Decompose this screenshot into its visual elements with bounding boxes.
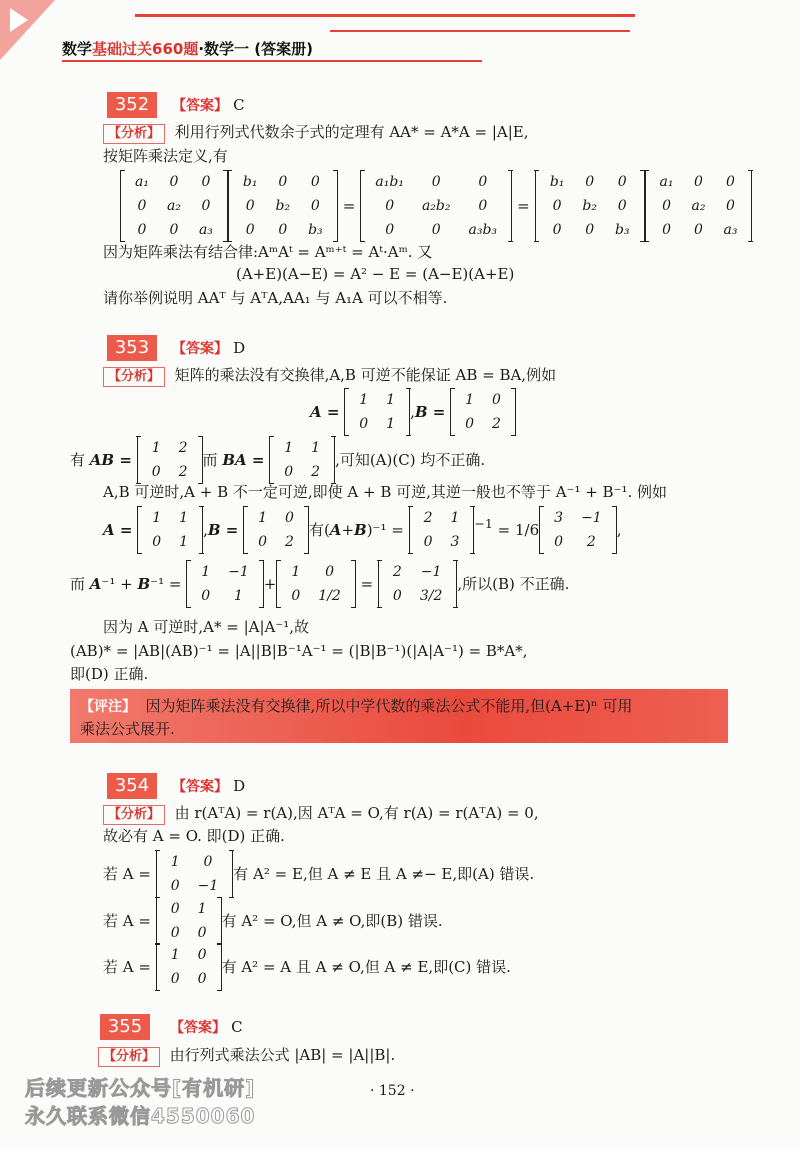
matrix-cell: a₂b₂ [421,198,451,214]
analysis-352-line1 [103,122,529,144]
question-number-354: 354 [107,773,157,799]
matrix-cell: 0 [465,416,475,432]
matrix-cell: 1/2 [318,588,341,604]
matrix-cell: 0 [258,534,268,550]
analysis-354-line1 [103,803,539,825]
answer-353 [172,338,245,358]
matrix-cell: 1 [386,392,396,408]
matrix-cell: 1 [151,440,161,456]
matrix-cell: 0 [385,222,395,238]
matrix-cell: 1 [234,588,243,604]
matrix-cell: 2 [392,564,402,580]
matrix-cell: b₂ [275,198,291,214]
matrix-cell: 1 [359,392,369,408]
matrix-cell: b₁ [549,174,565,190]
matrix-cell: 0 [585,174,595,190]
analysis-text: 矩阵的乘法没有交换律,A,B 可逆不能保证 AB = BA,例如 [174,366,557,384]
example-sum-inverse: 而 A⁻¹ + B⁻¹ = 1 −1 0 1 + 1 0 0 1/2 = 2 −1 0 3/2 ,所以(B) 不正确. [70,560,569,608]
analysis-352-line5: 请你举例说明 AAᵀ 与 AᵀA,AA₁ 与 A₁A 可以不相等. [103,289,448,307]
analysis-352-formula: (A+E)(A−E) = A² − E = (A−E)(A+E) [236,265,515,283]
answer-tag: 【答案】 [172,341,228,357]
counterexample-C: 若 A = 1 0 0 0 有 A² = A 且 A ≠ O,但 A ≠ E,即(C) 错误. [103,943,511,991]
matrix-cell: 0 [201,198,211,214]
matrix-b2 [535,170,645,242]
example-AB-def: A = 1 1 0 1 ,B = 1 0 0 2 [310,388,516,436]
matrix-cell: 0 [291,588,301,604]
matrix-cell: b₃ [308,222,323,238]
matrix-equation-352: a₁ 0 0 0 a₂ 0 0 0 a₃ b₁ 0 0 0 b₂ 0 0 0 b₃ = a₁b₁ 0 0 0 a₂b₂ 0 0 0 a₃b₃ = b₁ 0 0 0 b₂ 0 0 0 b₃ a₁ 0 0 0 a₂ 0 0 0 a₃ [120,170,752,242]
matrix-cell: 1 [291,564,301,580]
matrix-cell: 1 [201,564,211,580]
counterexample-B: 若 A = 0 1 0 0 有 A² = O,但 A ≠ O,即(B) 错误. [103,897,443,945]
analysis-354-line2: 故必有 A = O. 即(D) 正确. [103,827,285,845]
answer-352 [172,95,245,115]
matrix-cell: 0 [151,464,161,480]
comment-text-1: 因为矩阵乘法没有交换律,所以中学代数的乘法公式不能用,但(A+E)ⁿ 可用 [145,697,633,715]
matrix-ab [360,170,512,242]
matrix-cell: 1 [170,947,180,963]
question-number-355: 355 [100,1014,150,1040]
matrix-cell: 0 [285,510,294,526]
header-top-line [135,14,635,17]
matrix-cell: 0 [617,198,627,214]
matrix-cell: 2 [586,534,596,550]
analysis-text: 由 r(AᵀA) = r(A),因 AᵀA = O,有 r(A) = r(AᵀA) = 0, [174,804,539,822]
matrix-cell: 0 [170,878,180,894]
matrix-cell: 0 [726,198,735,214]
analysis-tag: 【分析】 [103,367,165,387]
matrix-cell: a₃b₃ [468,222,498,238]
header-volume: (答案册) [254,40,313,58]
matrix-cell: b₃ [614,222,630,238]
matrix-cell: 0 [137,198,147,214]
header-underline [62,60,482,62]
matrix-cell: −1 [420,564,442,580]
counterexample-A: 若 A = 1 0 0 −1 有 A² = E,但 A ≠ E 且 A ≠− E,即(A) 错误. [103,850,534,898]
matrix-cell: 0 [278,222,288,238]
matrix-cell: 0 [385,198,395,214]
page-header-title [62,38,313,59]
analysis-tag: 【分析】 [103,124,165,144]
matrix-cell: −1 [581,510,602,526]
analysis-353-line6: (AB)* = |AB|(AB)⁻¹ = |A||B|B⁻¹A⁻¹ = (|B|B⁻¹)(|A|A⁻¹) = B*A*, [70,642,528,660]
analysis-353-line1 [103,365,556,387]
matrix-cell: 0 [694,174,703,190]
comment-tag: 【评注】 [80,699,136,715]
matrix-cell: 0 [478,198,488,214]
analysis-353-line3: A,B 可逆时,A + B 不一定可逆,即使 A + B 可逆,其逆一般也不等于 A⁻¹ + B⁻¹. 例如 [103,483,668,501]
matrix-cell: 0 [423,534,433,550]
header-series: ·数学一 [198,40,250,58]
matrix-cell: 0 [169,174,179,190]
matrix-cell: 3/2 [419,588,443,604]
matrix-a2 [645,170,753,242]
comment-box [70,689,728,743]
matrix-cell: 1 [284,440,294,456]
matrix-cell: 2 [423,510,433,526]
matrix-cell: −1 [197,878,219,894]
matrix-cell: 3 [554,510,564,526]
matrix-cell: b₂ [582,198,597,214]
page-number: · 152 · [370,1083,415,1099]
matrix-cell: 0 [197,925,207,941]
matrix-cell: 0 [245,222,255,238]
analysis-355-line1 [98,1045,395,1067]
matrix-cell: 0 [552,222,562,238]
matrix-cell: 0 [662,198,671,214]
matrix-cell: a₃ [198,222,213,238]
matrix-cell: 1 [450,510,460,526]
matrix-cell: 0 [478,174,488,190]
matrix-cell: a₁ [659,174,674,190]
matrix-cell: 3 [450,534,460,550]
matrix-cell: 0 [201,588,211,604]
answer-tag: 【答案】 [170,1020,226,1036]
analysis-353-line5: 因为 A 可逆时,A* = |A|A⁻¹,故 [103,618,310,636]
matrix-cell: 1 [152,510,162,526]
matrix-cell: 2 [178,464,188,480]
matrix-cell: −1 [228,564,249,580]
example-AB-BA: 有 AB = 1 2 0 2 而 BA = 1 1 0 2 ,可知(A)(C) 均不正确. [70,436,485,484]
matrix-cell: 1 [386,416,396,432]
analysis-tag: 【分析】 [98,1047,160,1067]
comment-text-2: 乘法公式展开. [80,720,175,738]
question-number-353: 353 [107,335,157,361]
matrix-cell: 0 [197,971,207,987]
matrix-cell: 0 [137,222,147,238]
matrix-cell: 0 [203,854,213,870]
answer-tag: 【答案】 [172,779,228,795]
matrix-cell: b₁ [242,174,258,190]
matrix-cell: 0 [152,534,162,550]
matrix-cell: 0 [431,174,441,190]
matrix-cell: 1 [258,510,268,526]
matrix-cell: 0 [169,222,179,238]
matrix-cell: 0 [359,416,369,432]
matrix-b [228,170,338,242]
analysis-352-line2: 按矩阵乘法定义,有 [103,147,228,165]
matrix-cell: 0 [170,971,180,987]
matrix-cell: 1 [197,901,207,917]
matrix-cell: 0 [392,588,402,604]
matrix-cell: 0 [492,392,501,408]
matrix-cell: 1 [311,440,321,456]
matrix-cell: a₁b₁ [375,174,404,190]
matrix-cell: 1 [179,510,189,526]
matrix-cell: 0 [245,198,255,214]
matrix-cell: 0 [201,174,211,190]
answer-value: D [233,777,246,795]
matrix-cell: 0 [170,901,180,917]
matrix-cell: 2 [311,464,321,480]
answer-value: C [233,96,245,114]
matrix-cell: 2 [492,416,501,432]
matrix-a [120,170,228,242]
analysis-text: 由行列式乘法公式 |AB| = |A||B|. [169,1046,396,1064]
analysis-352-line3: 因为矩阵乘法有结合律:AᵐAᵗ = Aᵐ⁺ᵗ = Aᵗ·Aᵐ. 又 [103,243,433,261]
matrix-cell: a₃ [723,222,738,238]
analysis-text: 利用行列式代数余子式的定理有 AA* = A*A = |A|E, [174,123,529,141]
matrix-cell: 2 [178,440,188,456]
matrix-cell: 0 [170,925,180,941]
example-inverse: A = 1 1 0 1 ,B = 1 0 0 2 有(A+B)⁻¹ = 2 1 0 3 $^{-1}$ = 1/6 3 −1 0 2 , [103,506,621,554]
matrix-cell: 0 [278,174,288,190]
matrix-cell: a₂ [691,198,706,214]
header-book: 基础过关660题 [92,40,199,58]
watermark-line-1: 后续更新公众号[有机研] [25,1076,256,1100]
header-subject: 数学 [62,40,93,58]
header-corner-decoration [0,0,70,65]
matrix-cell: 0 [325,564,334,580]
matrix-cell: 2 [285,534,294,550]
matrix-cell: 0 [726,174,735,190]
matrix-cell: 0 [552,198,562,214]
matrix-cell: 0 [617,174,627,190]
matrix-cell: 0 [310,174,320,190]
answer-355 [170,1017,243,1037]
matrix-cell: 1 [179,534,189,550]
watermark-line-2: 永久联系微信4550060 [25,1104,256,1128]
matrix-cell: 0 [662,222,671,238]
matrix-cell: 1 [465,392,475,408]
analysis-tag: 【分析】 [103,805,165,825]
matrix-cell: 0 [554,534,564,550]
answer-354 [172,776,245,796]
header-mid-line [330,30,630,32]
question-number-352: 352 [107,92,157,118]
matrix-cell: 1 [170,854,180,870]
analysis-353-line7: 即(D) 正确. [70,665,149,683]
matrix-cell: 0 [284,464,294,480]
matrix-cell: 0 [694,222,703,238]
matrix-cell: a₁ [135,174,149,190]
matrix-cell: 0 [431,222,441,238]
matrix-cell: 0 [197,947,207,963]
answer-value: D [233,339,246,357]
answer-tag: 【答案】 [172,98,228,114]
matrix-cell: a₂ [166,198,181,214]
answer-value: C [231,1018,243,1036]
matrix-cell: 0 [585,222,595,238]
matrix-cell: 0 [310,198,320,214]
